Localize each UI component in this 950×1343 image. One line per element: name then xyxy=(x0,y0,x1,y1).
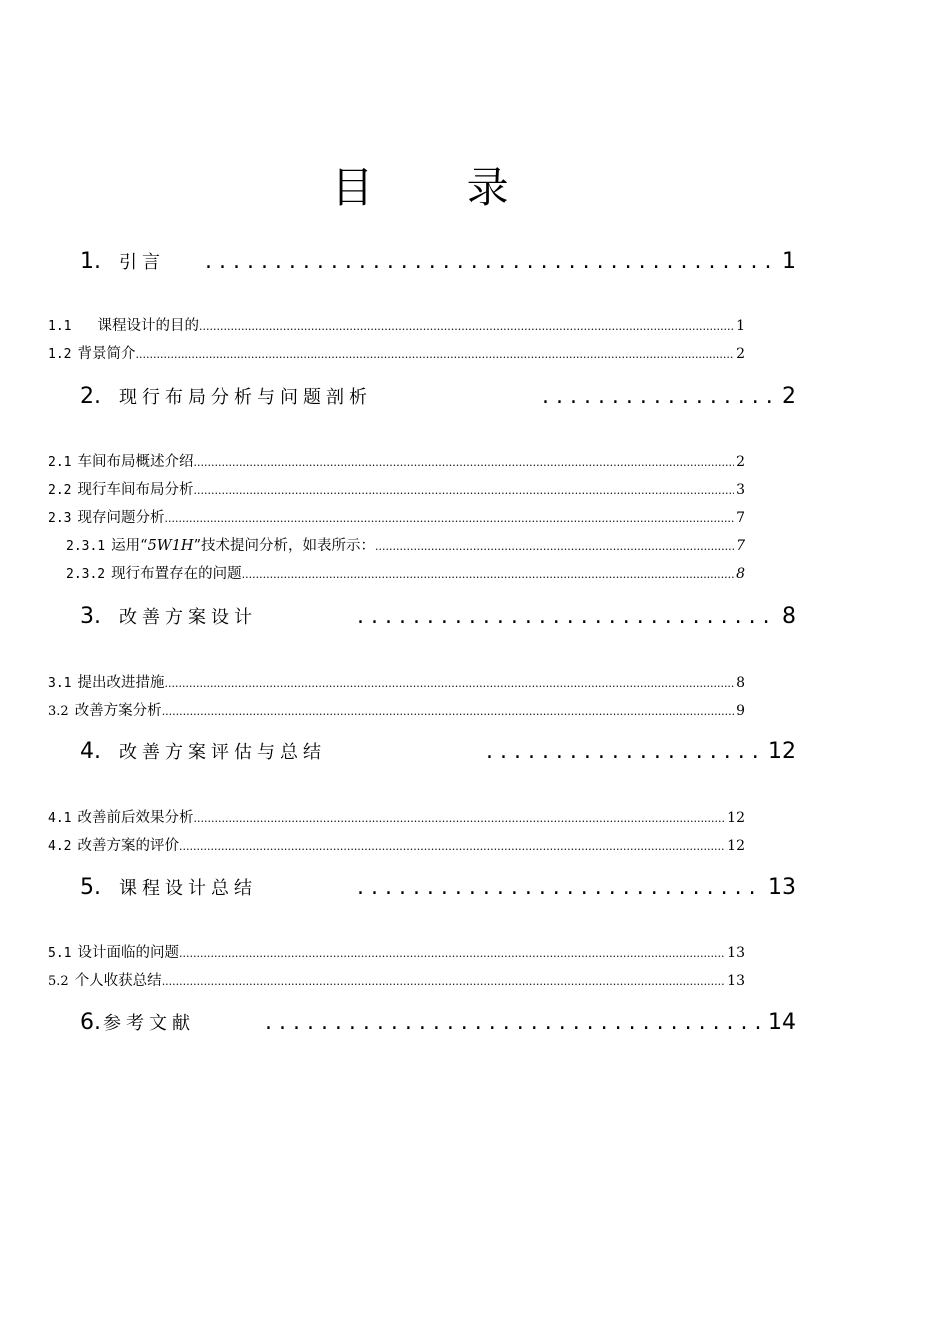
section-title: 提出改进措施 xyxy=(77,675,165,691)
dot-leader xyxy=(357,875,762,900)
toc-section-5-1[interactable] xyxy=(48,941,745,963)
chapter-title: 引言 xyxy=(119,252,165,273)
section-title-emphasis: 5W1H xyxy=(147,538,194,554)
dot-leader xyxy=(265,1010,762,1035)
section-page: 7 xyxy=(736,538,745,554)
section-title: 现行布置存在的问题 xyxy=(111,566,242,582)
dot-leader xyxy=(375,540,734,553)
chapter-number: 6. xyxy=(80,1010,101,1035)
chapter-title: 改善方案评估与总结 xyxy=(119,742,326,763)
chapter-page: 12 xyxy=(762,739,796,764)
section-page: 12 xyxy=(727,810,745,826)
toc-section-2-3-2[interactable] xyxy=(66,562,745,584)
chapter-page: 14 xyxy=(762,1010,796,1035)
section-number: 5.2 xyxy=(48,974,69,989)
dot-leader xyxy=(542,384,776,409)
toc-chapter-2[interactable] xyxy=(80,383,796,415)
dot-leader xyxy=(205,249,776,274)
chapter-number: 1. xyxy=(80,249,101,274)
toc-section-4-2[interactable] xyxy=(48,834,745,856)
chapter-title: 参考文献 xyxy=(103,1013,195,1034)
toc-section-4-1[interactable] xyxy=(48,806,745,828)
chapter-page: 13 xyxy=(762,875,796,900)
chapter-page: 2 xyxy=(776,384,796,409)
toc-chapter-5[interactable] xyxy=(80,874,796,906)
toc-section-2-1[interactable] xyxy=(48,450,745,472)
section-number: 1.2 xyxy=(48,347,72,362)
section-title: 改善方案分析 xyxy=(74,703,162,719)
section-title: 设计面临的问题 xyxy=(77,945,179,961)
toc-section-3-2[interactable] xyxy=(48,699,745,721)
section-page: 3 xyxy=(736,482,745,498)
dot-leader xyxy=(162,705,734,718)
toc-section-1-2[interactable] xyxy=(48,342,745,364)
section-number: 3.2 xyxy=(48,704,69,719)
chapter-number: 4. xyxy=(80,739,101,764)
dot-leader xyxy=(357,604,776,629)
section-number: 2.3 xyxy=(48,511,72,526)
chapter-number: 5. xyxy=(80,875,101,900)
section-title: 现行车间布局分析 xyxy=(77,482,194,498)
section-page: 8 xyxy=(736,566,745,582)
section-title-part: ”技术提问分析，如表所示： xyxy=(193,538,375,554)
section-number: 3.1 xyxy=(48,676,72,691)
chapter-number: 2. xyxy=(80,384,101,409)
dot-leader xyxy=(193,812,725,825)
chapter-page: 1 xyxy=(776,249,796,274)
section-title-part: 运用“ xyxy=(111,538,148,554)
dot-leader xyxy=(486,739,762,764)
dot-leader xyxy=(179,840,725,853)
section-number: 4.1 xyxy=(48,811,72,826)
dot-leader xyxy=(193,484,734,497)
section-page: 2 xyxy=(736,454,745,470)
section-page: 12 xyxy=(727,838,745,854)
section-page: 1 xyxy=(736,318,745,334)
section-title: 现存问题分析 xyxy=(77,510,165,526)
dot-leader xyxy=(164,512,734,525)
dot-leader xyxy=(179,947,725,960)
section-number: 5.1 xyxy=(48,946,72,961)
section-number: 2.1 xyxy=(48,455,72,470)
toc-chapter-4[interactable] xyxy=(80,738,796,770)
chapter-title: 改善方案设计 xyxy=(119,607,257,628)
chapter-number: 3. xyxy=(80,604,101,629)
section-number: 1.1 xyxy=(48,319,72,334)
section-title: 课程设计的目的 xyxy=(97,318,199,334)
toc-section-2-2[interactable] xyxy=(48,478,745,500)
section-number: 4.2 xyxy=(48,839,72,854)
section-title: 个人收获总结 xyxy=(74,973,162,989)
toc-chapter-1[interactable] xyxy=(80,248,796,280)
section-title xyxy=(111,534,375,555)
section-title: 背景简介 xyxy=(77,346,136,362)
toc-section-1-1[interactable] xyxy=(48,314,745,336)
section-page: 13 xyxy=(727,973,745,989)
toc-section-5-2[interactable] xyxy=(48,969,745,991)
dot-leader xyxy=(162,975,725,988)
section-page: 8 xyxy=(736,675,745,691)
chapter-title: 课程设计总结 xyxy=(119,878,257,899)
section-number: 2.3.1 xyxy=(66,539,106,554)
section-page: 13 xyxy=(727,945,745,961)
section-page: 2 xyxy=(736,346,745,362)
section-title: 车间布局概述介绍 xyxy=(77,454,194,470)
dot-leader xyxy=(242,568,734,581)
chapter-page: 8 xyxy=(776,604,796,629)
dot-leader xyxy=(199,320,734,333)
section-page: 7 xyxy=(736,510,745,526)
section-title: 改善方案的评价 xyxy=(77,838,179,854)
section-title: 改善前后效果分析 xyxy=(77,810,194,826)
section-number: 2.2 xyxy=(48,483,72,498)
toc-section-3-1[interactable] xyxy=(48,671,745,693)
dot-leader xyxy=(135,348,734,361)
toc-chapter-6[interactable] xyxy=(80,1009,796,1041)
toc-chapter-3[interactable] xyxy=(80,603,796,635)
toc-section-2-3-1[interactable] xyxy=(66,534,745,556)
section-page: 9 xyxy=(736,703,745,719)
toc-section-2-3[interactable] xyxy=(48,506,745,528)
chapter-title: 现行布局分析与问题剖析 xyxy=(119,387,372,408)
dot-leader xyxy=(164,677,734,690)
section-number: 2.3.2 xyxy=(66,567,106,582)
dot-leader xyxy=(193,456,734,469)
page-title: 目 录 xyxy=(331,163,549,212)
